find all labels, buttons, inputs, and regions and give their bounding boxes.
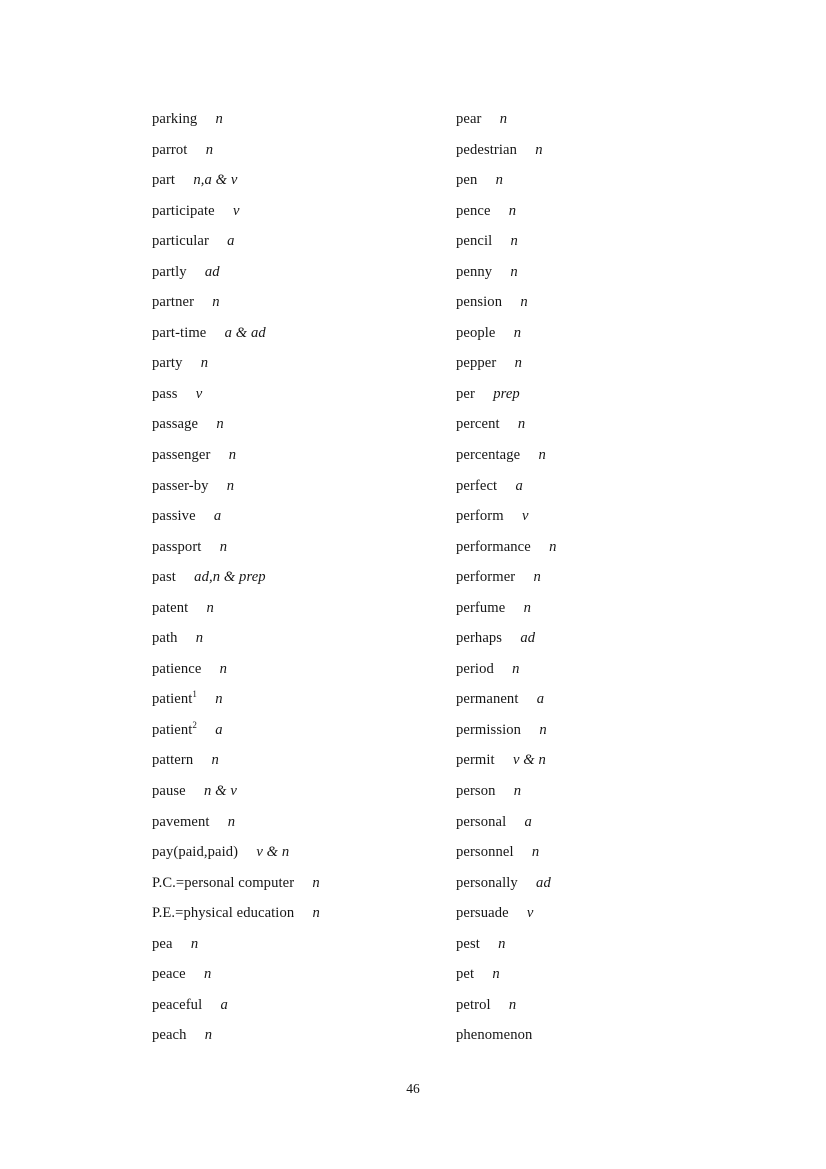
word-entry <box>456 814 756 845</box>
word-text: percent <box>456 416 500 433</box>
word-text: pence <box>456 202 491 219</box>
word-entry <box>456 722 756 753</box>
word-text: P.C.=personal computer <box>152 874 295 891</box>
word-text: percentage <box>456 447 521 464</box>
word-text: peach <box>152 1027 187 1044</box>
word-superscript: 1 <box>192 689 198 700</box>
word-entry <box>456 1027 756 1058</box>
part-of-speech: ad <box>536 874 551 891</box>
word-text: personally <box>456 874 518 891</box>
part-of-speech: a <box>227 233 235 250</box>
part-of-speech: v & n <box>512 752 546 769</box>
word-text: personal <box>456 813 507 830</box>
word-text: pavement <box>152 813 210 830</box>
word-text: partly <box>152 263 187 280</box>
word-text: permit <box>456 752 495 769</box>
part-of-speech: n <box>498 935 506 952</box>
word-text: pension <box>456 294 503 311</box>
word-text: performer <box>456 569 516 586</box>
part-of-speech: n <box>539 721 547 738</box>
word-text: pay(paid,paid) <box>152 844 239 861</box>
word-text: perform <box>456 508 504 525</box>
word-entry <box>456 447 756 478</box>
word-text: partner <box>152 294 195 311</box>
part-of-speech: ad <box>520 630 536 647</box>
word-entry <box>152 294 452 325</box>
word-text: period <box>456 660 494 677</box>
word-text: people <box>456 324 496 341</box>
part-of-speech: n <box>523 599 531 616</box>
part-of-speech: n <box>195 630 204 647</box>
word-entry <box>152 997 452 1028</box>
part-of-speech: a <box>213 508 222 525</box>
part-of-speech: a <box>215 721 223 738</box>
part-of-speech: n <box>216 416 224 433</box>
word-text: perfect <box>456 477 498 494</box>
word-entry <box>456 630 756 661</box>
word-entry <box>456 966 756 997</box>
word-text: pencil <box>456 233 493 250</box>
part-of-speech: n <box>200 355 209 372</box>
part-of-speech: ad <box>204 263 220 280</box>
word-text: per <box>456 385 475 402</box>
word-text: pass <box>152 385 178 402</box>
part-of-speech: n <box>312 905 320 922</box>
word-entry <box>456 844 756 875</box>
word-text: passive <box>152 508 196 525</box>
word-entry <box>152 752 452 783</box>
word-text: pause <box>152 783 186 800</box>
word-entry <box>152 233 452 264</box>
word-text: perhaps <box>456 630 503 647</box>
part-of-speech: ad,n & prep <box>194 569 266 586</box>
word-entry <box>456 508 756 539</box>
word-text: pen <box>456 172 478 189</box>
part-of-speech: a & ad <box>224 324 266 341</box>
word-entry <box>152 539 452 570</box>
word-entry <box>456 416 756 447</box>
part-of-speech: v <box>526 905 534 922</box>
word-text: part-time <box>152 324 207 341</box>
word-text: personnel <box>456 844 514 861</box>
word-text: particular <box>152 233 209 250</box>
word-entry <box>152 172 452 203</box>
word-text: peaceful <box>152 996 203 1013</box>
word-entry <box>152 447 452 478</box>
word-entry <box>456 355 756 386</box>
word-text: perfume <box>456 599 506 616</box>
word-entry <box>152 203 452 234</box>
word-text: patient$^2$ <box>152 720 198 738</box>
word-entry <box>456 783 756 814</box>
part-of-speech: n & v <box>203 783 237 800</box>
page-number: 46 <box>406 1081 420 1096</box>
word-text: participate <box>152 202 215 219</box>
word-text: pea <box>152 935 173 952</box>
part-of-speech: n <box>531 844 540 861</box>
word-entry <box>152 966 452 997</box>
part-of-speech: v <box>521 508 529 525</box>
word-text: P.E.=physical education <box>152 905 295 922</box>
part-of-speech: n <box>533 569 541 586</box>
word-text: pear <box>456 111 482 127</box>
word-entry <box>152 386 452 417</box>
word-text: peace <box>152 966 186 983</box>
word-text: parrot <box>152 141 188 158</box>
part-of-speech: n <box>513 324 522 341</box>
part-of-speech: n <box>514 355 522 372</box>
part-of-speech: v <box>232 202 240 219</box>
part-of-speech: n <box>512 660 520 677</box>
part-of-speech: n <box>204 1027 213 1044</box>
word-text: pet <box>456 966 475 983</box>
word-entry <box>152 722 452 753</box>
word-entry <box>456 386 756 417</box>
word-text: passage <box>152 416 199 433</box>
word-entry <box>456 752 756 783</box>
word-entry <box>152 630 452 661</box>
part-of-speech: n <box>520 294 528 311</box>
word-entry <box>152 1027 452 1058</box>
word-text: passer-by <box>152 477 209 494</box>
word-text: pepper <box>456 355 497 372</box>
word-text: patient$^1$ <box>152 689 198 708</box>
part-of-speech: a <box>524 813 532 830</box>
word-superscript: 2 <box>192 720 198 731</box>
word-text: performance <box>456 538 531 555</box>
word-entry <box>152 478 452 509</box>
part-of-speech: n <box>508 996 517 1013</box>
word-entry <box>152 569 452 600</box>
part-of-speech: n <box>535 141 543 158</box>
word-entry <box>456 905 756 936</box>
word-text: patent <box>152 599 189 616</box>
word-entry <box>456 875 756 906</box>
word-entry <box>456 539 756 570</box>
part-of-speech: n,a & v <box>193 172 238 189</box>
word-entry <box>152 936 452 967</box>
word-text: patience <box>152 660 202 677</box>
word-entry <box>152 661 452 692</box>
part-of-speech: a <box>536 691 545 708</box>
word-entry <box>152 905 452 936</box>
word-entry <box>456 203 756 234</box>
word-entry <box>456 172 756 203</box>
word-entry <box>456 111 756 142</box>
part-of-speech: n <box>219 660 228 677</box>
word-entry <box>152 508 452 539</box>
word-entry <box>456 691 756 722</box>
part-of-speech: v <box>195 385 203 402</box>
word-text: pest <box>456 935 480 952</box>
word-text: past <box>152 569 176 586</box>
word-text: phenomenon <box>456 1027 533 1044</box>
word-entry <box>456 600 756 631</box>
part-of-speech: n <box>495 172 504 189</box>
word-list-column-left <box>152 111 452 1058</box>
part-of-speech: n <box>517 416 526 433</box>
part-of-speech: a <box>515 477 523 494</box>
part-of-speech: n <box>226 477 235 494</box>
word-text: pattern <box>152 752 194 769</box>
word-text: path <box>152 630 178 647</box>
word-text: petrol <box>456 996 491 1013</box>
part-of-speech: prep <box>493 385 520 402</box>
word-text: persuade <box>456 905 509 922</box>
part-of-speech: n <box>510 233 518 250</box>
word-entry <box>456 997 756 1028</box>
word-text: permanent <box>456 691 519 708</box>
word-entry <box>456 264 756 295</box>
part-of-speech: n <box>215 691 223 708</box>
word-entry <box>152 142 452 173</box>
part-of-speech: n <box>538 447 546 464</box>
part-of-speech: n <box>227 813 236 830</box>
word-text: permission <box>456 721 522 738</box>
part-of-speech: n <box>549 538 557 555</box>
part-of-speech: n <box>508 202 517 219</box>
word-text: passport <box>152 538 202 555</box>
part-of-speech: n <box>203 966 212 983</box>
part-of-speech: v & n <box>256 844 290 861</box>
word-text: parking <box>152 111 198 127</box>
part-of-speech: n <box>219 538 228 555</box>
word-entry <box>152 600 452 631</box>
word-entry <box>456 325 756 356</box>
word-entry <box>456 661 756 692</box>
word-entry <box>456 569 756 600</box>
word-entry <box>152 814 452 845</box>
word-entry <box>456 233 756 264</box>
part-of-speech: n <box>190 935 199 952</box>
part-of-speech: n <box>228 447 237 464</box>
part-of-speech: n <box>211 752 219 769</box>
word-text: pedestrian <box>456 141 517 158</box>
word-text: part <box>152 172 176 189</box>
word-entry <box>152 355 452 386</box>
part-of-speech: n <box>206 599 214 616</box>
word-entry <box>152 264 452 295</box>
word-text: person <box>456 783 496 800</box>
part-of-speech: n <box>212 294 220 311</box>
word-text: party <box>152 355 183 372</box>
word-entry <box>456 478 756 509</box>
part-of-speech: a <box>220 996 228 1013</box>
word-text: penny <box>456 263 493 280</box>
part-of-speech: n <box>492 966 500 983</box>
word-text: passenger <box>152 447 211 464</box>
part-of-speech: n <box>205 141 214 158</box>
word-entry <box>456 936 756 967</box>
part-of-speech: n <box>499 111 508 127</box>
word-entry <box>152 416 452 447</box>
word-entry <box>152 111 452 142</box>
word-list-column-right <box>456 111 756 1058</box>
word-entry <box>152 325 452 356</box>
word-entry <box>152 691 452 722</box>
word-entry <box>456 142 756 173</box>
part-of-speech: n <box>312 874 320 891</box>
word-entry <box>152 783 452 814</box>
word-entry <box>456 294 756 325</box>
part-of-speech: n <box>510 263 518 280</box>
word-entry <box>152 875 452 906</box>
part-of-speech: n <box>513 783 522 800</box>
word-entry <box>152 844 452 875</box>
part-of-speech: n <box>215 111 223 127</box>
